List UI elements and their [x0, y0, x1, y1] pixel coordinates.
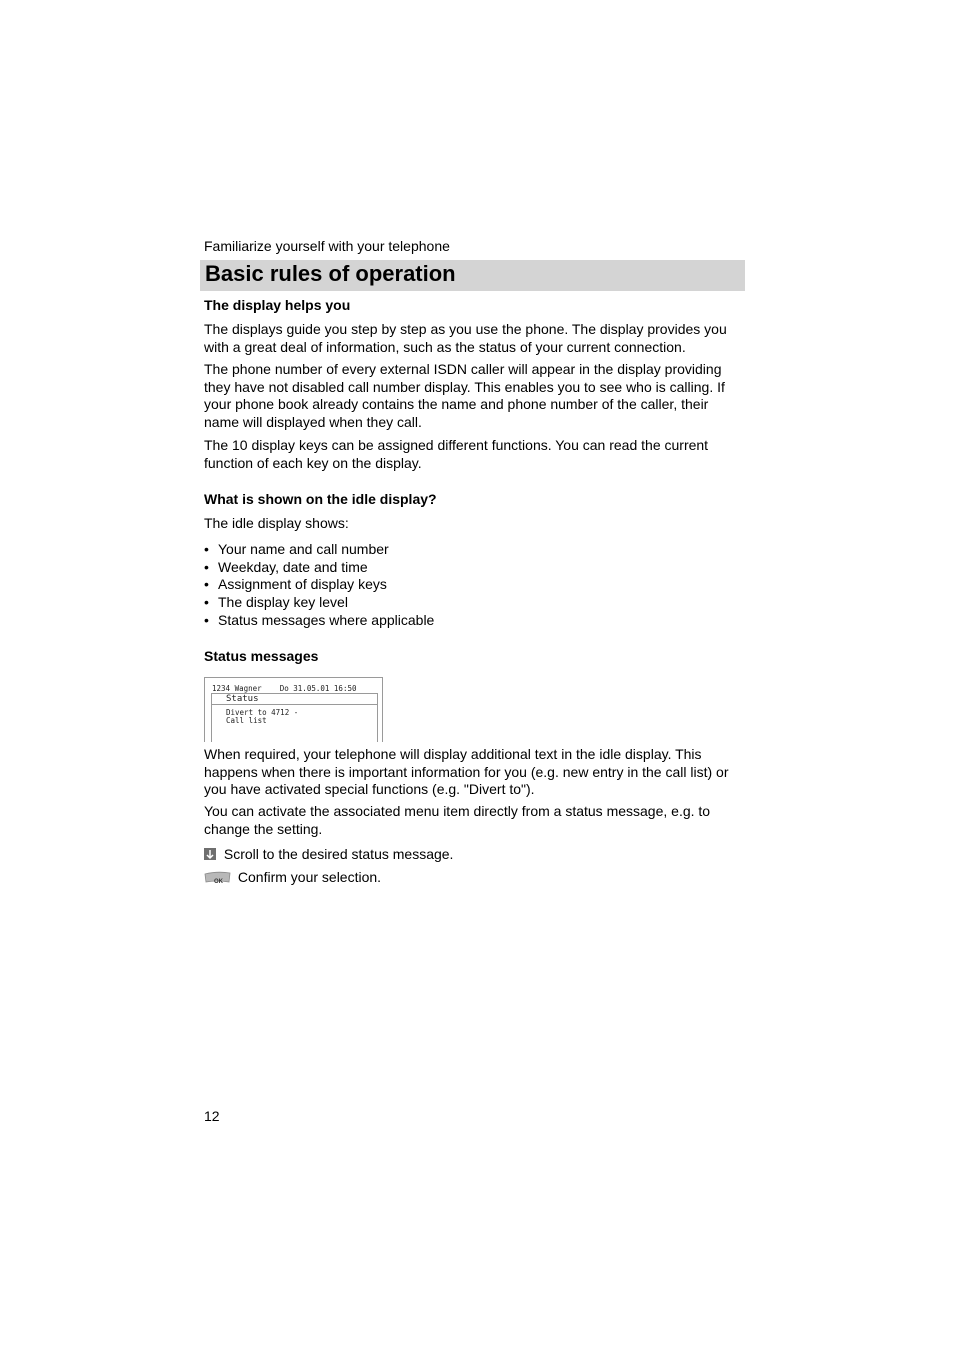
paragraph-activate-menu: You can activate the associated menu item directly from a status message, e.g. to change the setting.: [204, 803, 711, 837]
page-title: Basic rules of operation: [205, 261, 456, 286]
heading-display-helps: The display helps you: [204, 297, 351, 313]
paragraph-isdn-caller: The phone number of every external ISDN caller will appear in the display providing they have not disabled call number display. This enables you to see who is calling. If your phone book already contains the name and phone number of the caller, their name will displayed when they call.: [204, 361, 725, 431]
step-confirm-text: Confirm your selection.: [237, 869, 382, 885]
lcd-menu-title: Status: [226, 694, 259, 704]
paragraph-idle-intro: The idle display shows:: [204, 515, 349, 531]
lcd-menu-frame: [211, 693, 378, 742]
ok-key-icon: [204, 871, 231, 883]
paragraph-display-keys: The 10 display keys can be assigned different functions. You can read the current function of each key on the display.: [204, 437, 709, 471]
lcd-divider: [212, 704, 377, 705]
step-scroll-text: Scroll to the desired status message.: [223, 846, 454, 862]
scroll-down-key-icon: [204, 848, 216, 860]
idle-display-list: [204, 541, 434, 630]
lcd-entry-call-list: Call list: [226, 716, 267, 725]
list-item: • Weekday, date and time: [204, 558, 368, 575]
lcd-entry-divert: Divert to 4712 -: [226, 708, 299, 717]
page-number: 12: [204, 1108, 220, 1124]
ok-key-label: OK: [214, 879, 223, 885]
section-header: Familiarize yourself with your telephone: [204, 238, 450, 254]
list-item: • Your name and call number: [204, 541, 389, 557]
step-scroll: [204, 845, 453, 863]
list-item: • Assignment of display keys: [204, 576, 387, 593]
paragraph-display-guide: The displays guide you step by step as you use the phone. The display provides you with a great deal of information, such as the status of your current connection.: [204, 321, 727, 355]
lcd-status-line: 1234 Wagner Do 31.05.01 16:50: [212, 684, 357, 693]
heading-idle-display: What is shown on the idle display?: [204, 491, 437, 507]
heading-status-messages: Status messages: [204, 648, 319, 664]
paragraph-status-explanation: When required, your telephone will display additional text in the idle display. This happens when there is important information for you (e.g. new entry in the call list) or you have activated special functions (e.g. "Divert to").: [204, 746, 729, 798]
list-item: • Status messages where applicable: [204, 611, 435, 628]
lcd-display-illustration: [204, 677, 383, 742]
list-item: • The display key level: [204, 594, 348, 611]
title-bar: [200, 260, 745, 291]
step-confirm: [204, 868, 381, 886]
